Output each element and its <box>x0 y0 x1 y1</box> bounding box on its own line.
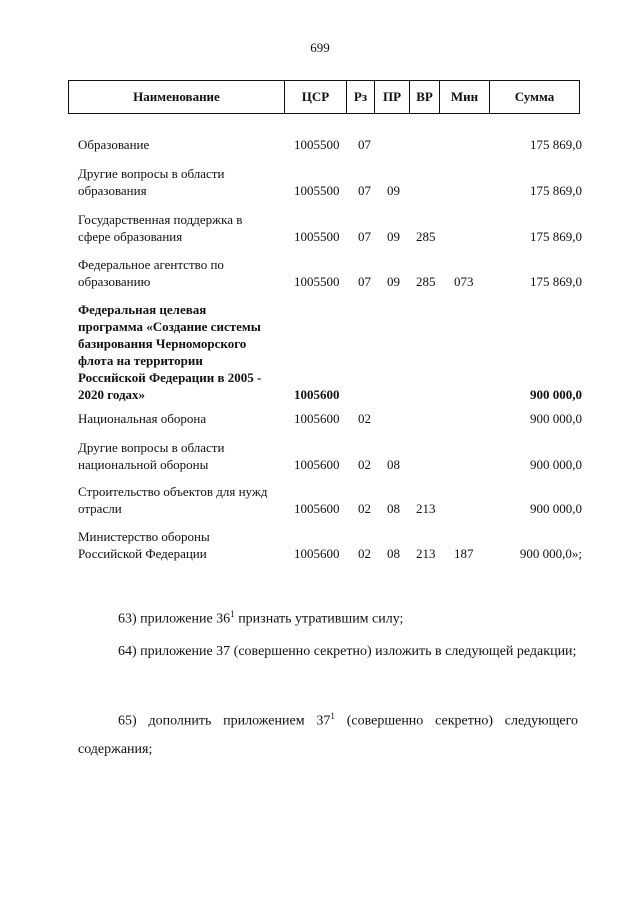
paragraph-65-text-a: 65) дополнить приложением 37 <box>118 713 331 729</box>
row-sum: 175 869,0 <box>530 229 582 244</box>
row-rz: 02 <box>358 457 371 472</box>
row-rz: 07 <box>358 183 371 198</box>
row-rz: 07 <box>358 137 371 152</box>
row-name-line: Российской Федерации в 2005 - <box>78 370 262 385</box>
paragraph-63 <box>78 600 578 634</box>
header-min: Мин <box>439 81 489 113</box>
row-csr: 1005600 <box>294 387 340 402</box>
row-rz: 02 <box>358 411 371 426</box>
row-vr: 213 <box>416 501 436 516</box>
header-sum: Сумма <box>489 81 579 113</box>
row-sum: 900 000,0 <box>530 411 582 426</box>
page-number: 699 <box>310 40 330 55</box>
row-name-line: Национальная оборона <box>78 411 207 426</box>
row-name <box>78 410 290 427</box>
row-name-line: программа «Создание системы <box>78 319 261 334</box>
row-csr: 1005500 <box>294 229 340 244</box>
paragraph-65 <box>78 702 578 764</box>
paragraph-63-superscript: 1 <box>230 609 235 619</box>
paragraph-65-text-b: (совершенно секретно) следующего содержания; <box>78 713 579 757</box>
row-name-line: базирования Черноморского <box>78 336 247 351</box>
row-name-line: Министерство обороны <box>78 529 210 544</box>
row-name-line: Государственная поддержка в <box>78 212 243 227</box>
row-name <box>78 211 290 245</box>
row-name-line: флота на территории <box>78 353 203 368</box>
header-rz: Рз <box>346 81 374 113</box>
paragraph-65-superscript: 1 <box>330 711 335 721</box>
row-csr: 1005600 <box>294 501 340 516</box>
row-csr: 1005600 <box>294 546 340 561</box>
row-name-line: Строительство объектов для нужд <box>78 484 268 499</box>
row-name <box>78 483 290 517</box>
row-name <box>78 301 290 403</box>
row-name <box>78 136 290 153</box>
row-name-line: отрасли <box>78 501 122 516</box>
header-csr: ЦСР <box>284 81 346 113</box>
row-vr: 213 <box>416 546 436 561</box>
header-vr: ВР <box>409 81 439 113</box>
row-pr: 08 <box>387 457 400 472</box>
row-sum: 175 869,0 <box>530 183 582 198</box>
row-name-line: Другие вопросы в области <box>78 440 225 455</box>
row-name-line: национальной обороны <box>78 457 209 472</box>
row-sum: 900 000,0 <box>530 457 582 472</box>
header-pr: ПР <box>374 81 409 113</box>
row-vr: 285 <box>416 274 436 289</box>
table-header <box>68 80 580 114</box>
paragraph-63-text-b: признать утратившим силу; <box>234 611 404 627</box>
row-csr: 1005600 <box>294 411 340 426</box>
row-pr: 08 <box>387 546 400 561</box>
row-sum: 900 000,0 <box>530 387 582 402</box>
row-name <box>78 439 290 473</box>
row-sum: 900 000,0»; <box>519 546 582 561</box>
row-min: 187 <box>454 546 474 561</box>
row-name-line: сфере образования <box>78 229 183 244</box>
row-name-line: образованию <box>78 274 151 289</box>
row-name-line: Федеральное агентство по <box>78 257 224 272</box>
row-vr: 285 <box>416 229 436 244</box>
row-rz: 07 <box>358 274 371 289</box>
row-sum: 175 869,0 <box>530 137 582 152</box>
row-rz: 02 <box>358 501 371 516</box>
row-name <box>78 165 290 199</box>
row-name-line: Другие вопросы в области <box>78 166 225 181</box>
row-csr: 1005500 <box>294 137 340 152</box>
paragraph-63-text-a: 63) приложение 36 <box>118 611 231 627</box>
row-name <box>78 256 290 290</box>
row-sum: 175 869,0 <box>530 274 582 289</box>
row-name-line: образования <box>78 183 147 198</box>
row-name <box>78 528 290 562</box>
row-csr: 1005500 <box>294 183 340 198</box>
row-pr: 09 <box>387 274 400 289</box>
row-name-line: Федеральная целевая <box>78 302 207 317</box>
row-rz: 07 <box>358 229 371 244</box>
row-sum: 900 000,0 <box>530 501 582 516</box>
row-name-line: Российской Федерации <box>78 546 207 561</box>
row-name-line: Образование <box>78 137 150 152</box>
row-csr: 1005600 <box>294 457 340 472</box>
header-name: Наименование <box>133 89 220 104</box>
row-rz: 02 <box>358 546 371 561</box>
row-name-line: 2020 годах» <box>78 387 146 402</box>
row-min: 073 <box>454 274 474 289</box>
row-pr: 09 <box>387 183 400 198</box>
paragraph-64: 64) приложение 37 (совершенно секретно) изложить в следующей редакции; <box>118 644 577 659</box>
row-csr: 1005500 <box>294 274 340 289</box>
row-pr: 09 <box>387 229 400 244</box>
row-pr: 08 <box>387 501 400 516</box>
